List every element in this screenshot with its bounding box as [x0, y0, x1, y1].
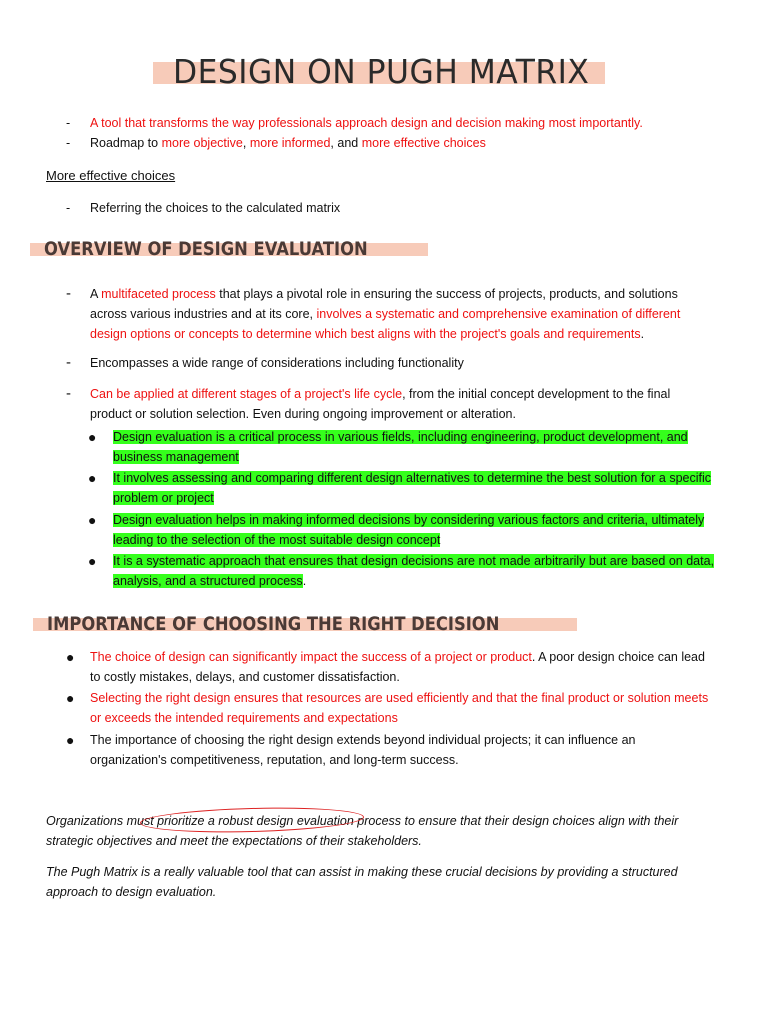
- dash-marker: -: [66, 136, 71, 150]
- roadmap-informed: more informed: [249, 136, 331, 150]
- closing-p1-b: to ensure that their design choices align with their strategic objectives and meet the expectations of their stakeholders.: [46, 814, 679, 848]
- dash-marker: -: [66, 285, 71, 302]
- p1-systematic: involves a systematic and comprehensive examination of different design options or concepts to determine which best aligns with the project's goals and requirements: [90, 307, 681, 341]
- p3-b: , from the initial concept development to the final product or solution selection. Even during ongoing improvement or alteration.: [90, 387, 671, 421]
- overview-item-2-text: Encompasses a wide range of considerations including functionality: [90, 356, 464, 370]
- b1-red: The choice of design can significantly impact the success of a project or product: [90, 650, 532, 664]
- p1-multifaceted: multifaceted process: [101, 287, 216, 301]
- dash-marker: -: [66, 354, 71, 371]
- eval-bullet-3-text: Design evaluation helps in making informed decisions by considering various factors and criteria, ultimately leading to the selection of the most suitable design concept: [113, 513, 705, 547]
- importance-bullet-1-text: [90, 647, 712, 687]
- bullet-marker: ●: [88, 429, 97, 445]
- dash-marker: -: [66, 116, 71, 130]
- importance-heading: IMPORTANCE OF CHOOSING THE RIGHT DECISION: [47, 613, 500, 635]
- b1-rest: . A poor design choice can lead to costly mistakes, delays, and customer dissatisfaction.: [90, 650, 705, 684]
- bullet-marker: ●: [66, 690, 75, 706]
- intro-item-2-text: [90, 133, 486, 153]
- roadmap-sep-1: ,: [242, 136, 250, 150]
- p1-a: A: [90, 287, 102, 301]
- bullet-marker: ●: [88, 470, 97, 486]
- roadmap-prefix: Roadmap to: [90, 136, 162, 150]
- title-block: [153, 52, 613, 96]
- eval-bullet-4-end: .: [302, 574, 307, 588]
- p3-lifecycle: Can be applied at different stages of a project's life cycle: [90, 387, 403, 401]
- eval-bullet-4-text: It is a systematic approach that ensures that design decisions are not made arbitrarily but are based on data, analysis, and a structured process: [113, 554, 715, 588]
- roadmap-sep-2: , and: [330, 136, 362, 150]
- importance-heading-block: [33, 611, 593, 639]
- closing-p1-circled: prioritize a robust design evaluation process: [157, 814, 402, 828]
- overview-heading-block: [30, 236, 450, 264]
- roadmap-effective: more effective choices: [361, 136, 486, 150]
- closing-p1-a: Organizations must: [46, 814, 158, 828]
- overview-item-3-text: [90, 384, 702, 424]
- eval-bullet-1-text: Design evaluation is a critical process in various fields, including engineering, product development, and business management: [113, 430, 688, 464]
- importance-bullet-3-text: The importance of choosing the right design extends beyond individual projects; it can influence an organization's competitiveness, reputation, and long-term success.: [90, 733, 636, 767]
- importance-bullet-2-text: Selecting the right design ensures that resources are used efficiently and that the final product or solution meets or exceeds the intended requirements and expectations: [90, 691, 709, 725]
- eval-bullet-2-text: It involves assessing and comparing different design alternatives to determine the best solution for a specific problem or project: [113, 471, 712, 505]
- bullet-marker: ●: [88, 512, 97, 528]
- overview-item-1-text: [90, 284, 716, 344]
- bullet-marker: ●: [66, 732, 75, 748]
- bullet-marker: ●: [88, 553, 97, 569]
- page-title: DESIGN ON PUGH MATRIX: [173, 52, 590, 91]
- bullet-marker: ●: [66, 649, 75, 665]
- sub-item-text: Referring the choices to the calculated matrix: [90, 201, 341, 215]
- roadmap-objective: more objective: [161, 136, 243, 150]
- intro-item-1-text: A tool that transforms the way professionals approach design and decision making most importantly.: [90, 116, 643, 130]
- dash-marker: -: [66, 201, 71, 215]
- p1-b: that plays a pivotal role in ensuring the success of projects, products, and solutions across various industries and at its core,: [90, 287, 678, 321]
- p1-end: .: [640, 327, 645, 341]
- overview-heading: OVERVIEW OF DESIGN EVALUATION: [44, 238, 368, 260]
- subheading-effective-choices: More effective choices: [46, 168, 176, 183]
- closing-paragraph-2: The Pugh Matrix is a really valuable tool that can assist in making these crucial decisions by providing a structured approach to design evaluation.: [46, 865, 678, 899]
- dash-marker: -: [66, 385, 71, 402]
